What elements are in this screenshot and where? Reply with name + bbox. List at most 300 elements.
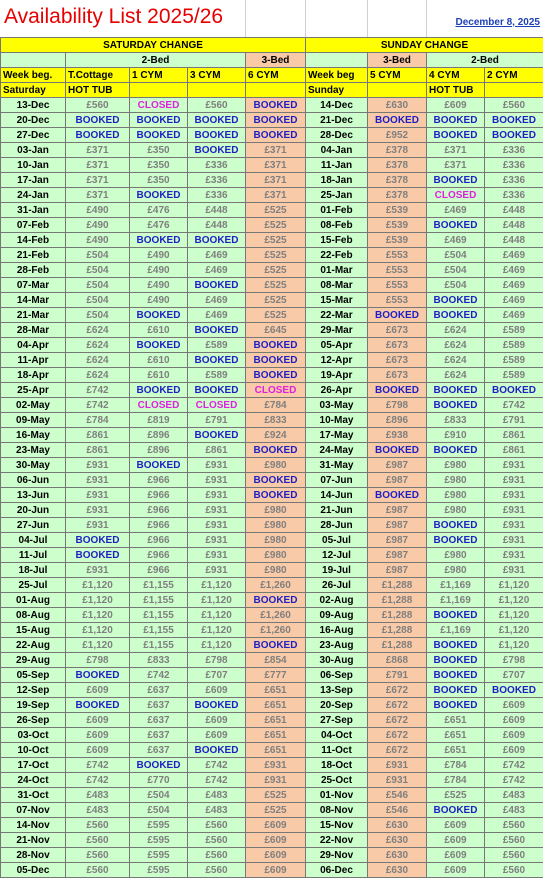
6-cym-cell: £525 <box>246 248 306 263</box>
page-title: Availability List 2025/26 <box>4 5 224 28</box>
5-cym-cell: £987 <box>368 458 427 473</box>
4-cym-cell: £980 <box>427 548 485 563</box>
1-cym-cell: £966 <box>130 473 188 488</box>
5-cym-cell: £672 <box>368 743 427 758</box>
table-row <box>1 608 543 623</box>
sunday-date: 26-Jul <box>306 578 368 593</box>
1-cym-cell: £610 <box>130 353 188 368</box>
t-cottage-cell: BOOKED <box>66 533 130 548</box>
grid-line <box>426 0 427 37</box>
week-beg-sun-header: Week beg <box>306 68 368 83</box>
saturday-date: 08-Aug <box>1 608 66 623</box>
t-cottage-cell: £931 <box>66 458 130 473</box>
sun-three-bed-header: 3-Bed <box>368 53 427 68</box>
2-cym-cell: £931 <box>485 563 543 578</box>
sunday-date: 28-Dec <box>306 128 368 143</box>
4-cym-cell: £651 <box>427 713 485 728</box>
5-cym-cell: £539 <box>368 218 427 233</box>
1-cym-cell: £490 <box>130 293 188 308</box>
saturday-date: 23-May <box>1 443 66 458</box>
saturday-date: 09-May <box>1 413 66 428</box>
6-cym-cell: £924 <box>246 428 306 443</box>
1-cym-cell: £476 <box>130 203 188 218</box>
3-cym-cell: £469 <box>188 293 246 308</box>
6-cym-cell: £1,260 <box>246 578 306 593</box>
2-cym-cell: £931 <box>485 548 543 563</box>
sat-three-bed-header: 3-Bed <box>246 53 306 68</box>
6-cym-cell: £609 <box>246 833 306 848</box>
availability-table <box>0 37 543 878</box>
t-cottage-cell: £861 <box>66 443 130 458</box>
1-cym-cell: £637 <box>130 698 188 713</box>
5-cym-cell: £378 <box>368 158 427 173</box>
table-row <box>1 548 543 563</box>
6-cym-cell: £784 <box>246 398 306 413</box>
table-row <box>1 698 543 713</box>
3-cym-cell: £483 <box>188 803 246 818</box>
2-cym-cell: £707 <box>485 668 543 683</box>
1-cym-cell: £476 <box>130 218 188 233</box>
6-cym-cell: £525 <box>246 233 306 248</box>
2-cym-cell: £609 <box>485 743 543 758</box>
3-cym-cell: BOOKED <box>188 143 246 158</box>
5-cym-cell: £630 <box>368 848 427 863</box>
sunday-date: 03-May <box>306 398 368 413</box>
4-cym-cell: £371 <box>427 158 485 173</box>
1-cym-cell: £490 <box>130 248 188 263</box>
2-cym-cell: £742 <box>485 773 543 788</box>
saturday-date: 14-Nov <box>1 818 66 833</box>
saturday-date: 31-Oct <box>1 788 66 803</box>
4-cym-cell: £980 <box>427 488 485 503</box>
t-cottage-cell: £742 <box>66 383 130 398</box>
3-cym-cell: £336 <box>188 158 246 173</box>
3-cym-cell: BOOKED <box>188 383 246 398</box>
6-cym-cell: £651 <box>246 683 306 698</box>
table-row <box>1 233 543 248</box>
table-row <box>1 338 543 353</box>
sunday-date: 06-Dec <box>306 863 368 878</box>
3-cym-cell: £560 <box>188 833 246 848</box>
5-cym-cell: BOOKED <box>368 113 427 128</box>
5-cym-cell: £546 <box>368 788 427 803</box>
5-cym-cell: £553 <box>368 263 427 278</box>
saturday-date: 10-Oct <box>1 743 66 758</box>
4-cym-cell: £609 <box>427 98 485 113</box>
6-cym-cell: BOOKED <box>246 368 306 383</box>
sunday-date: 19-Apr <box>306 368 368 383</box>
2-cym-cell: £742 <box>485 758 543 773</box>
4-cym-cell: £371 <box>427 143 485 158</box>
4-cym-cell: BOOKED <box>427 638 485 653</box>
sunday-date: 09-Aug <box>306 608 368 623</box>
1-cym-cell: £350 <box>130 173 188 188</box>
blank-cell <box>485 83 543 98</box>
3-cym-cell: £448 <box>188 203 246 218</box>
5-cym-cell: BOOKED <box>368 383 427 398</box>
t-cottage-cell: £1,120 <box>66 608 130 623</box>
header-row-cottages <box>1 68 543 83</box>
4-cym-cell: BOOKED <box>427 128 485 143</box>
saturday-date: 27-Jun <box>1 518 66 533</box>
5-cym-cell: £630 <box>368 818 427 833</box>
5-cym-cell: £672 <box>368 683 427 698</box>
4-cym-cell: £624 <box>427 368 485 383</box>
3-cym-cell: £609 <box>188 713 246 728</box>
saturday-date: 18-Jul <box>1 563 66 578</box>
t-cottage-cell: £609 <box>66 683 130 698</box>
saturday-date: 22-Aug <box>1 638 66 653</box>
saturday-date: 30-May <box>1 458 66 473</box>
2-cym-cell: £798 <box>485 653 543 668</box>
sunday-date: 24-May <box>306 443 368 458</box>
table-row <box>1 728 543 743</box>
table-row <box>1 383 543 398</box>
5-cym-cell: £630 <box>368 833 427 848</box>
2-cym-cell: £1,120 <box>485 638 543 653</box>
table-row <box>1 188 543 203</box>
1-cym-cell: £742 <box>130 668 188 683</box>
sunday-date: 02-Aug <box>306 593 368 608</box>
4-cym-cell: £1,169 <box>427 623 485 638</box>
5-cym-cell: £987 <box>368 548 427 563</box>
5-cym-cell: £553 <box>368 278 427 293</box>
sunday-date: 19-Jul <box>306 563 368 578</box>
4-cym-cell: £784 <box>427 773 485 788</box>
2-cym-cell: £560 <box>485 863 543 878</box>
t-cottage-cell: £490 <box>66 218 130 233</box>
1-cym-cell: £595 <box>130 863 188 878</box>
table-row <box>1 323 543 338</box>
table-row <box>1 398 543 413</box>
1-cym-cell: BOOKED <box>130 758 188 773</box>
saturday-date: 13-Dec <box>1 98 66 113</box>
3-cym-cell: £560 <box>188 98 246 113</box>
table-row <box>1 758 543 773</box>
t-cottage-cell: £490 <box>66 203 130 218</box>
table-row <box>1 353 543 368</box>
1-cym-cell: £966 <box>130 488 188 503</box>
sunday-date: 08-Mar <box>306 278 368 293</box>
t-cottage-cell: £504 <box>66 293 130 308</box>
3-cym-cell: £560 <box>188 863 246 878</box>
1-cym-cell: £637 <box>130 743 188 758</box>
t-cottage-cell: £624 <box>66 323 130 338</box>
blank-cell <box>130 83 188 98</box>
sunday-date: 14-Jun <box>306 488 368 503</box>
2-cym-cell: £1,120 <box>485 593 543 608</box>
t-cottage-cell: £504 <box>66 248 130 263</box>
3-cym-cell: £742 <box>188 758 246 773</box>
table-row <box>1 773 543 788</box>
4-cym-cell: £469 <box>427 233 485 248</box>
sunday-date: 04-Oct <box>306 728 368 743</box>
saturday-date: 05-Sep <box>1 668 66 683</box>
3-cym-cell: £931 <box>188 503 246 518</box>
t-cottage-cell: £1,120 <box>66 593 130 608</box>
sat-two-bed-header: 2-Bed <box>66 53 246 68</box>
1-cym-cell: £350 <box>130 158 188 173</box>
table-row <box>1 713 543 728</box>
3-cym-cell: £798 <box>188 653 246 668</box>
3-cym-cell: £469 <box>188 248 246 263</box>
4-cym-hot-tub-label: HOT TUB <box>427 83 485 98</box>
5-cym-cell: £1,288 <box>368 578 427 593</box>
5-cym-cell: £539 <box>368 233 427 248</box>
t-cottage-cell: £742 <box>66 398 130 413</box>
4-cym-cell: CLOSED <box>427 188 485 203</box>
sunday-date: 05-Apr <box>306 338 368 353</box>
2-cym-cell: £931 <box>485 503 543 518</box>
2-cym-cell: BOOKED <box>485 128 543 143</box>
saturday-date: 14-Feb <box>1 233 66 248</box>
2-cym-cell: £560 <box>485 848 543 863</box>
1-cym-cell: £819 <box>130 413 188 428</box>
2-cym-cell: £1,120 <box>485 578 543 593</box>
header-row-hottub <box>1 83 543 98</box>
header-row-beds <box>1 53 543 68</box>
table-row <box>1 143 543 158</box>
2-cym-cell: £560 <box>485 833 543 848</box>
5-cym-cell: £630 <box>368 98 427 113</box>
t-cottage-cell: £1,120 <box>66 623 130 638</box>
5-cym-cell: BOOKED <box>368 443 427 458</box>
table-row <box>1 443 543 458</box>
2-cym-cell: £861 <box>485 443 543 458</box>
sunday-date: 21-Jun <box>306 503 368 518</box>
3-cym-cell: £560 <box>188 848 246 863</box>
table-row <box>1 203 543 218</box>
col-3-cym: 3 CYM <box>188 68 246 83</box>
header-row-change <box>1 38 543 53</box>
4-cym-cell: BOOKED <box>427 293 485 308</box>
1-cym-cell: £504 <box>130 788 188 803</box>
2-cym-cell: £1,120 <box>485 608 543 623</box>
3-cym-cell: £589 <box>188 368 246 383</box>
updated-date-link[interactable]: December 8, 2025 <box>455 17 540 28</box>
saturday-date: 07-Mar <box>1 278 66 293</box>
t-cottage-cell: £624 <box>66 353 130 368</box>
t-cottage-cell: BOOKED <box>66 548 130 563</box>
6-cym-cell: CLOSED <box>246 383 306 398</box>
5-cym-cell: £952 <box>368 128 427 143</box>
1-cym-cell: £770 <box>130 773 188 788</box>
col-t-cottage: T.Cottage <box>66 68 130 83</box>
4-cym-cell: £1,169 <box>427 578 485 593</box>
5-cym-cell: £1,288 <box>368 623 427 638</box>
t-cottage-cell: £609 <box>66 743 130 758</box>
5-cym-cell: £791 <box>368 668 427 683</box>
saturday-date: 21-Nov <box>1 833 66 848</box>
sunday-date: 15-Nov <box>306 818 368 833</box>
4-cym-cell: £609 <box>427 833 485 848</box>
1-cym-cell: £610 <box>130 368 188 383</box>
col-1-cym: 1 CYM <box>130 68 188 83</box>
sunday-date: 05-Jul <box>306 533 368 548</box>
6-cym-cell: £525 <box>246 803 306 818</box>
2-cym-cell: £861 <box>485 428 543 443</box>
col-5-cym: 5 CYM <box>368 68 427 83</box>
saturday-date: 29-Aug <box>1 653 66 668</box>
t-cottage-cell: BOOKED <box>66 668 130 683</box>
table-row <box>1 863 543 878</box>
3-cym-cell: BOOKED <box>188 323 246 338</box>
blank-cell <box>1 53 66 68</box>
t-cottage-cell: BOOKED <box>66 128 130 143</box>
3-cym-cell: £469 <box>188 263 246 278</box>
6-cym-cell: BOOKED <box>246 353 306 368</box>
table-row <box>1 578 543 593</box>
3-cym-cell: BOOKED <box>188 428 246 443</box>
3-cym-cell: £791 <box>188 413 246 428</box>
4-cym-cell: £651 <box>427 728 485 743</box>
3-cym-cell: £861 <box>188 443 246 458</box>
2-cym-cell: £448 <box>485 218 543 233</box>
6-cym-cell: £371 <box>246 173 306 188</box>
table-row <box>1 683 543 698</box>
t-cottage-cell: £490 <box>66 233 130 248</box>
table-row <box>1 818 543 833</box>
6-cym-cell: £833 <box>246 413 306 428</box>
1-cym-cell: £595 <box>130 833 188 848</box>
4-cym-cell: BOOKED <box>427 173 485 188</box>
6-cym-cell: £525 <box>246 308 306 323</box>
t-cottage-cell: BOOKED <box>66 698 130 713</box>
3-cym-cell: £609 <box>188 683 246 698</box>
t-cottage-cell: £624 <box>66 368 130 383</box>
saturday-date: 28-Nov <box>1 848 66 863</box>
1-cym-cell: £1,155 <box>130 608 188 623</box>
1-cym-cell: £966 <box>130 563 188 578</box>
3-cym-cell: £931 <box>188 563 246 578</box>
6-cym-cell: BOOKED <box>246 473 306 488</box>
saturday-date: 24-Oct <box>1 773 66 788</box>
1-cym-cell: £896 <box>130 428 188 443</box>
4-cym-cell: £624 <box>427 353 485 368</box>
2-cym-cell: £589 <box>485 323 543 338</box>
table-row <box>1 638 543 653</box>
6-cym-cell: £525 <box>246 218 306 233</box>
3-cym-cell: £1,120 <box>188 608 246 623</box>
4-cym-cell: BOOKED <box>427 308 485 323</box>
table-row <box>1 473 543 488</box>
1-cym-cell: £610 <box>130 323 188 338</box>
sunday-date: 28-Jun <box>306 518 368 533</box>
table-row <box>1 158 543 173</box>
3-cym-cell: BOOKED <box>188 233 246 248</box>
sunday-date: 21-Dec <box>306 113 368 128</box>
table-row <box>1 833 543 848</box>
5-cym-cell: £672 <box>368 698 427 713</box>
table-row <box>1 368 543 383</box>
4-cym-cell: BOOKED <box>427 383 485 398</box>
3-cym-cell: £707 <box>188 668 246 683</box>
2-cym-cell: £609 <box>485 698 543 713</box>
3-cym-cell: BOOKED <box>188 128 246 143</box>
3-cym-cell: £1,120 <box>188 593 246 608</box>
2-cym-cell: BOOKED <box>485 113 543 128</box>
sunday-date: 14-Dec <box>306 98 368 113</box>
3-cym-cell: £336 <box>188 188 246 203</box>
4-cym-cell: £784 <box>427 758 485 773</box>
5-cym-cell: £931 <box>368 758 427 773</box>
saturday-date: 11-Apr <box>1 353 66 368</box>
sunday-date: 27-Sep <box>306 713 368 728</box>
t-cottage-cell: £624 <box>66 338 130 353</box>
table-row <box>1 488 543 503</box>
6-cym-cell: BOOKED <box>246 443 306 458</box>
2-cym-cell: £931 <box>485 518 543 533</box>
t-cottage-cell: £483 <box>66 803 130 818</box>
sunday-date: 11-Jan <box>306 158 368 173</box>
2-cym-cell: £609 <box>485 713 543 728</box>
4-cym-cell: £980 <box>427 458 485 473</box>
5-cym-cell: BOOKED <box>368 308 427 323</box>
3-cym-cell: £1,120 <box>188 623 246 638</box>
saturday-date: 10-Jan <box>1 158 66 173</box>
2-cym-cell: £1,120 <box>485 623 543 638</box>
6-cym-cell: £645 <box>246 323 306 338</box>
6-cym-cell: £525 <box>246 293 306 308</box>
col-2-cym: 2 CYM <box>485 68 543 83</box>
sunday-date: 18-Jan <box>306 173 368 188</box>
4-cym-cell: £980 <box>427 473 485 488</box>
6-cym-cell: £980 <box>246 518 306 533</box>
1-cym-cell: £490 <box>130 278 188 293</box>
saturday-date: 26-Sep <box>1 713 66 728</box>
6-cym-cell: £931 <box>246 758 306 773</box>
2-cym-cell: £469 <box>485 248 543 263</box>
saturday-date: 16-May <box>1 428 66 443</box>
t-cottage-cell: £798 <box>66 653 130 668</box>
saturday-date: 12-Sep <box>1 683 66 698</box>
saturday-date: 25-Jul <box>1 578 66 593</box>
6-cym-cell: £651 <box>246 728 306 743</box>
saturday-date: 15-Aug <box>1 623 66 638</box>
5-cym-cell: £378 <box>368 188 427 203</box>
5-cym-cell: £672 <box>368 713 427 728</box>
saturday-date: 11-Jul <box>1 548 66 563</box>
table-row <box>1 788 543 803</box>
4-cym-cell: BOOKED <box>427 698 485 713</box>
saturday-date: 19-Sep <box>1 698 66 713</box>
table-body <box>1 38 543 878</box>
1-cym-cell: £637 <box>130 728 188 743</box>
3-cym-cell: £742 <box>188 773 246 788</box>
table-row <box>1 98 543 113</box>
saturday-date: 27-Dec <box>1 128 66 143</box>
4-cym-cell: £504 <box>427 248 485 263</box>
6-cym-cell: £777 <box>246 668 306 683</box>
5-cym-cell: £539 <box>368 203 427 218</box>
1-cym-cell: £966 <box>130 518 188 533</box>
6-cym-cell: £980 <box>246 533 306 548</box>
saturday-date: 31-Jan <box>1 203 66 218</box>
1-cym-cell: £1,155 <box>130 623 188 638</box>
4-cym-cell: £651 <box>427 743 485 758</box>
3-cym-cell: £336 <box>188 173 246 188</box>
5-cym-cell: £1,288 <box>368 638 427 653</box>
t-cottage-cell: £504 <box>66 263 130 278</box>
2-cym-cell: £469 <box>485 263 543 278</box>
t-cottage-cell: £504 <box>66 308 130 323</box>
sunday-date: 16-Aug <box>306 623 368 638</box>
3-cym-cell: £448 <box>188 218 246 233</box>
saturday-date: 25-Apr <box>1 383 66 398</box>
sunday-date: 01-Nov <box>306 788 368 803</box>
table-row <box>1 278 543 293</box>
2-cym-cell: £560 <box>485 98 543 113</box>
